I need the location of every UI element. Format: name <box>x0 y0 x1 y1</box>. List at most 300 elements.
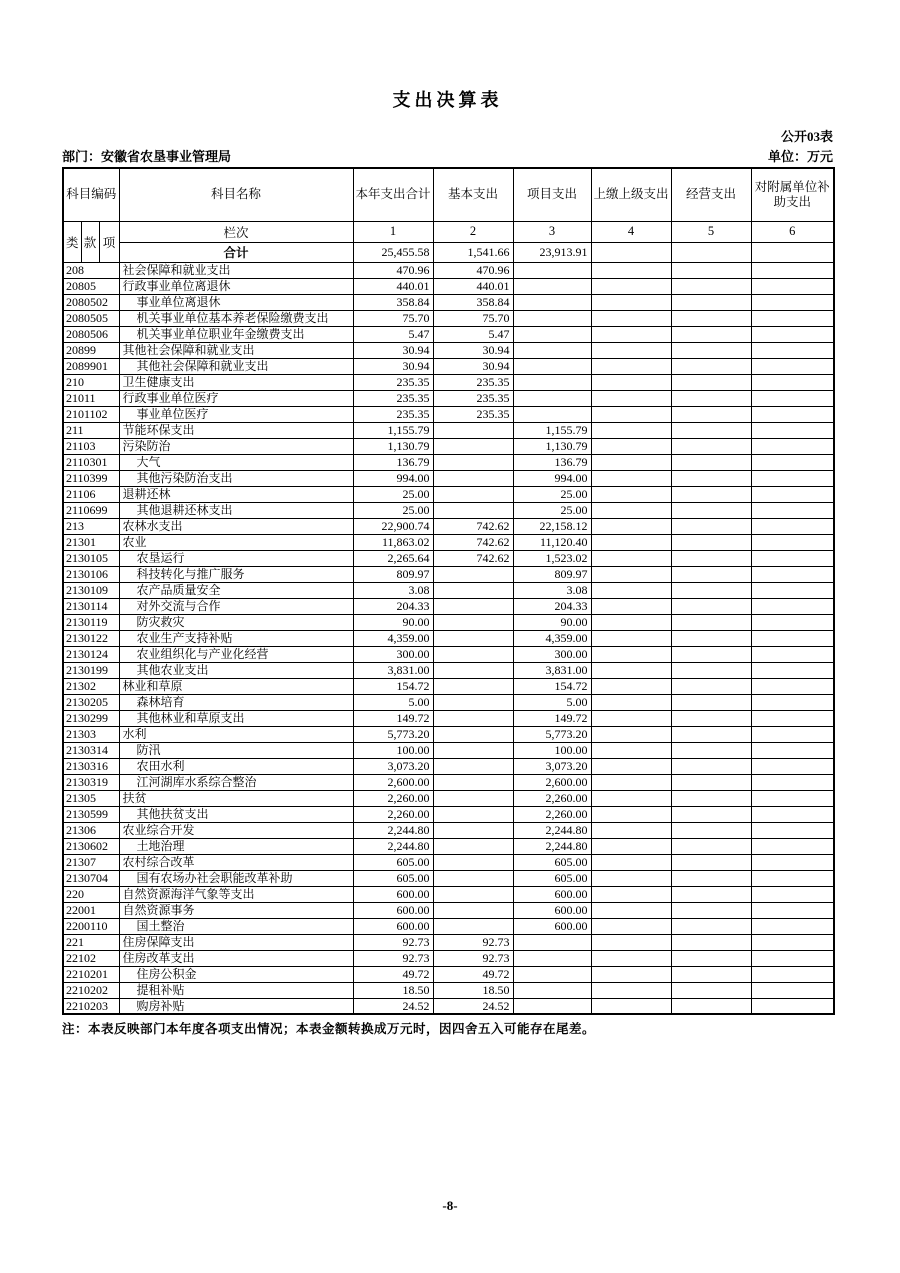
value-cell <box>671 726 751 742</box>
subject-name-cell: 退耕还林 <box>119 486 353 502</box>
value-cell <box>591 998 671 1014</box>
value-cell <box>671 598 751 614</box>
value-cell <box>433 838 513 854</box>
value-cell <box>671 534 751 550</box>
meta-line <box>62 146 833 165</box>
subject-code-cell: 2110301 <box>63 454 119 470</box>
value-cell <box>671 262 751 278</box>
value-cell <box>671 646 751 662</box>
subject-code-cell: 2130704 <box>63 870 119 886</box>
value-cell <box>591 294 671 310</box>
table-row <box>63 358 834 374</box>
subject-name-cell: 农垦运行 <box>119 550 353 566</box>
subject-code-cell: 2130199 <box>63 662 119 678</box>
value-cell <box>751 694 834 710</box>
value-cell: 470.96 <box>353 262 433 278</box>
value-cell <box>433 790 513 806</box>
value-cell <box>591 518 671 534</box>
value-cell <box>591 966 671 982</box>
value-cell <box>433 918 513 934</box>
header-row-main <box>63 168 834 221</box>
value-cell <box>751 646 834 662</box>
subject-name-cell: 对外交流与合作 <box>119 598 353 614</box>
value-cell: 90.00 <box>353 614 433 630</box>
value-cell <box>513 310 591 326</box>
column-index: 2 <box>433 221 513 242</box>
value-cell: 300.00 <box>353 646 433 662</box>
value-cell <box>671 438 751 454</box>
subject-code-cell: 2130205 <box>63 694 119 710</box>
total-value: 25,455.58 <box>353 242 433 262</box>
value-cell <box>671 854 751 870</box>
value-cell: 18.50 <box>353 982 433 998</box>
value-cell <box>751 854 834 870</box>
value-cell <box>433 742 513 758</box>
value-cell: 24.52 <box>433 998 513 1014</box>
subject-name-cell: 事业单位离退休 <box>119 294 353 310</box>
subject-name-cell: 农业综合开发 <box>119 822 353 838</box>
value-cell <box>751 390 834 406</box>
table-row <box>63 422 834 438</box>
value-cell <box>751 886 834 902</box>
header-subsidy-expenditure: 对附属单位补助支出 <box>751 168 834 221</box>
value-cell <box>751 758 834 774</box>
table-row <box>63 822 834 838</box>
header-section: 款 <box>81 221 99 262</box>
value-cell <box>671 918 751 934</box>
value-cell <box>513 278 591 294</box>
header-row-column-index <box>63 221 834 242</box>
subject-name-cell: 扶贫 <box>119 790 353 806</box>
value-cell: 358.84 <box>353 294 433 310</box>
value-cell: 3,831.00 <box>353 662 433 678</box>
subject-code-cell: 211 <box>63 422 119 438</box>
value-cell <box>751 950 834 966</box>
value-cell <box>591 422 671 438</box>
page-number: -8- <box>442 1198 458 1213</box>
table-row <box>63 950 834 966</box>
subject-name-cell: 住房改革支出 <box>119 950 353 966</box>
value-cell <box>751 358 834 374</box>
department-label: 部门：安徽省农垦事业管理局 <box>62 149 232 164</box>
value-cell <box>751 982 834 998</box>
value-cell <box>751 422 834 438</box>
total-value: 1,541.66 <box>433 242 513 262</box>
value-cell <box>751 838 834 854</box>
value-cell: 136.79 <box>513 454 591 470</box>
table-row <box>63 502 834 518</box>
subject-name-cell: 其他退耕还林支出 <box>119 502 353 518</box>
subject-code-cell: 2130106 <box>63 566 119 582</box>
value-cell: 75.70 <box>353 310 433 326</box>
value-cell <box>671 342 751 358</box>
subject-name-cell: 行政事业单位医疗 <box>119 390 353 406</box>
value-cell <box>513 294 591 310</box>
value-cell <box>671 470 751 486</box>
value-cell: 92.73 <box>353 950 433 966</box>
value-cell <box>591 262 671 278</box>
value-cell: 994.00 <box>353 470 433 486</box>
value-cell <box>751 726 834 742</box>
table-row <box>63 550 834 566</box>
value-cell: 235.35 <box>353 374 433 390</box>
value-cell <box>671 662 751 678</box>
value-cell <box>751 278 834 294</box>
value-cell <box>671 614 751 630</box>
subject-name-cell: 住房保障支出 <box>119 934 353 950</box>
value-cell <box>591 854 671 870</box>
subject-name-cell: 防灾救灾 <box>119 614 353 630</box>
value-cell <box>433 886 513 902</box>
value-cell: 11,863.02 <box>353 534 433 550</box>
value-cell <box>671 886 751 902</box>
subject-name-cell: 其他社会保障和就业支出 <box>119 358 353 374</box>
value-cell: 3.08 <box>513 582 591 598</box>
value-cell: 75.70 <box>433 310 513 326</box>
value-cell <box>671 838 751 854</box>
table-row <box>63 294 834 310</box>
value-cell <box>671 582 751 598</box>
value-cell <box>671 566 751 582</box>
value-cell <box>671 870 751 886</box>
column-index: 3 <box>513 221 591 242</box>
unit-label: 单位：万元 <box>767 149 833 164</box>
value-cell: 30.94 <box>353 342 433 358</box>
table-row <box>63 278 834 294</box>
expenditure-table <box>62 167 835 1015</box>
value-cell <box>671 502 751 518</box>
table-row <box>63 326 834 342</box>
value-cell <box>513 934 591 950</box>
value-cell <box>751 774 834 790</box>
value-cell <box>591 950 671 966</box>
subject-code-cell: 2110399 <box>63 470 119 486</box>
value-cell <box>591 278 671 294</box>
header-basic-expenditure: 基本支出 <box>433 168 513 221</box>
value-cell <box>433 902 513 918</box>
value-cell <box>433 694 513 710</box>
value-cell <box>751 326 834 342</box>
column-index: 5 <box>671 221 751 242</box>
value-cell <box>591 342 671 358</box>
column-index: 4 <box>591 221 671 242</box>
value-cell: 30.94 <box>433 342 513 358</box>
table-row <box>63 646 834 662</box>
value-cell <box>591 310 671 326</box>
subject-code-cell: 208 <box>63 262 119 278</box>
subject-code-cell: 2130109 <box>63 582 119 598</box>
subject-code-cell: 2130124 <box>63 646 119 662</box>
value-cell: 994.00 <box>513 470 591 486</box>
table-row <box>63 838 834 854</box>
value-cell: 5,773.20 <box>513 726 591 742</box>
value-cell <box>433 774 513 790</box>
subject-code-cell: 210 <box>63 374 119 390</box>
value-cell <box>751 550 834 566</box>
value-cell <box>751 294 834 310</box>
total-value: 23,913.91 <box>513 242 591 262</box>
value-cell <box>591 326 671 342</box>
header-project-expenditure: 项目支出 <box>513 168 591 221</box>
total-value <box>751 242 834 262</box>
value-cell: 600.00 <box>513 918 591 934</box>
table-row <box>63 678 834 694</box>
value-cell <box>751 374 834 390</box>
table-row <box>63 534 834 550</box>
value-cell <box>751 262 834 278</box>
subject-name-cell: 其他林业和草原支出 <box>119 710 353 726</box>
subject-name-cell: 行政事业单位离退休 <box>119 278 353 294</box>
header-total-expenditure: 本年支出合计 <box>353 168 433 221</box>
value-cell: 605.00 <box>353 854 433 870</box>
value-cell: 440.01 <box>433 278 513 294</box>
value-cell <box>591 822 671 838</box>
table-row <box>63 438 834 454</box>
subject-name-cell: 机关事业单位基本养老保险缴费支出 <box>119 310 353 326</box>
total-value <box>591 242 671 262</box>
subject-name-cell: 提租补贴 <box>119 982 353 998</box>
value-cell <box>751 454 834 470</box>
value-cell <box>433 822 513 838</box>
value-cell <box>591 806 671 822</box>
value-cell: 742.62 <box>433 550 513 566</box>
value-cell: 5.00 <box>353 694 433 710</box>
subject-code-cell: 2210203 <box>63 998 119 1014</box>
value-cell <box>433 422 513 438</box>
value-cell: 2,600.00 <box>513 774 591 790</box>
subject-code-cell: 2130114 <box>63 598 119 614</box>
table-row <box>63 374 834 390</box>
table-body <box>63 262 834 1014</box>
value-cell <box>433 870 513 886</box>
value-cell: 235.35 <box>433 406 513 422</box>
value-cell <box>751 678 834 694</box>
value-cell <box>671 374 751 390</box>
value-cell <box>513 358 591 374</box>
value-cell: 100.00 <box>513 742 591 758</box>
value-cell <box>671 326 751 342</box>
value-cell: 30.94 <box>433 358 513 374</box>
value-cell: 1,523.02 <box>513 550 591 566</box>
subject-name-cell: 其他污染防治支出 <box>119 470 353 486</box>
value-cell: 600.00 <box>513 886 591 902</box>
subject-name-cell: 农业组织化与产业化经营 <box>119 646 353 662</box>
value-cell: 22,900.74 <box>353 518 433 534</box>
value-cell <box>751 998 834 1014</box>
value-cell: 2,260.00 <box>353 790 433 806</box>
value-cell: 5.00 <box>513 694 591 710</box>
value-cell <box>751 598 834 614</box>
value-cell <box>591 502 671 518</box>
value-cell <box>513 326 591 342</box>
subject-name-cell: 污染防治 <box>119 438 353 454</box>
value-cell <box>751 310 834 326</box>
subject-name-cell: 大气 <box>119 454 353 470</box>
subject-name-cell: 防汛 <box>119 742 353 758</box>
value-cell <box>433 646 513 662</box>
value-cell <box>751 406 834 422</box>
value-cell <box>671 294 751 310</box>
value-cell <box>751 790 834 806</box>
value-cell <box>671 822 751 838</box>
value-cell <box>513 966 591 982</box>
value-cell <box>591 790 671 806</box>
value-cell: 92.73 <box>353 934 433 950</box>
table-row <box>63 726 834 742</box>
value-cell: 49.72 <box>353 966 433 982</box>
subject-code-cell: 21106 <box>63 486 119 502</box>
value-cell <box>591 982 671 998</box>
table-header <box>63 168 834 262</box>
subject-name-cell: 农村综合改革 <box>119 854 353 870</box>
value-cell <box>433 470 513 486</box>
value-cell: 25.00 <box>353 502 433 518</box>
value-cell <box>751 486 834 502</box>
value-cell <box>513 406 591 422</box>
value-cell <box>751 470 834 486</box>
value-cell <box>671 966 751 982</box>
value-cell <box>591 582 671 598</box>
table-row <box>63 566 834 582</box>
value-cell <box>591 534 671 550</box>
table-row <box>63 614 834 630</box>
value-cell <box>591 742 671 758</box>
subject-code-cell: 21011 <box>63 390 119 406</box>
value-cell <box>671 630 751 646</box>
value-cell <box>591 566 671 582</box>
column-index: 6 <box>751 221 834 242</box>
value-cell <box>751 342 834 358</box>
value-cell: 1,155.79 <box>353 422 433 438</box>
value-cell <box>433 438 513 454</box>
value-cell <box>671 310 751 326</box>
value-cell <box>433 454 513 470</box>
table-row <box>63 806 834 822</box>
subject-name-cell: 水利 <box>119 726 353 742</box>
subject-code-cell: 22102 <box>63 950 119 966</box>
value-cell: 2,260.00 <box>353 806 433 822</box>
value-cell: 742.62 <box>433 534 513 550</box>
value-cell <box>591 934 671 950</box>
value-cell: 2,260.00 <box>513 806 591 822</box>
value-cell <box>751 710 834 726</box>
total-value <box>671 242 751 262</box>
value-cell: 92.73 <box>433 934 513 950</box>
subject-code-cell: 2130105 <box>63 550 119 566</box>
value-cell <box>751 742 834 758</box>
value-cell <box>591 358 671 374</box>
value-cell <box>591 406 671 422</box>
value-cell <box>591 470 671 486</box>
value-cell: 235.35 <box>433 390 513 406</box>
table-row <box>63 902 834 918</box>
value-cell <box>433 598 513 614</box>
value-cell <box>671 806 751 822</box>
table-row <box>63 934 834 950</box>
value-cell: 5.47 <box>353 326 433 342</box>
value-cell: 25.00 <box>513 502 591 518</box>
subject-code-cell: 21103 <box>63 438 119 454</box>
table-row <box>63 630 834 646</box>
header-column-index-label: 栏次 <box>119 221 353 242</box>
table-row <box>63 694 834 710</box>
value-cell <box>433 726 513 742</box>
value-cell: 5,773.20 <box>353 726 433 742</box>
value-cell <box>671 902 751 918</box>
subject-name-cell: 自然资源海洋气象等支出 <box>119 886 353 902</box>
subject-name-cell: 节能环保支出 <box>119 422 353 438</box>
subject-code-cell: 20805 <box>63 278 119 294</box>
value-cell <box>671 758 751 774</box>
subject-code-cell: 2080506 <box>63 326 119 342</box>
subject-name-cell: 其他社会保障和就业支出 <box>119 342 353 358</box>
table-row <box>63 390 834 406</box>
value-cell <box>671 422 751 438</box>
subject-code-cell: 2110699 <box>63 502 119 518</box>
table-row <box>63 774 834 790</box>
value-cell: 149.72 <box>513 710 591 726</box>
value-cell: 2,244.80 <box>513 822 591 838</box>
value-cell: 600.00 <box>353 886 433 902</box>
value-cell <box>433 566 513 582</box>
value-cell <box>591 886 671 902</box>
subject-code-cell: 2210201 <box>63 966 119 982</box>
value-cell: 1,130.79 <box>513 438 591 454</box>
table-row <box>63 518 834 534</box>
value-cell <box>513 342 591 358</box>
value-cell <box>751 902 834 918</box>
header-item: 项 <box>99 221 119 262</box>
value-cell: 25.00 <box>513 486 591 502</box>
value-cell <box>591 918 671 934</box>
subject-name-cell: 卫生健康支出 <box>119 374 353 390</box>
value-cell <box>591 726 671 742</box>
header-category: 类 <box>63 221 81 262</box>
value-cell <box>433 614 513 630</box>
value-cell <box>671 678 751 694</box>
value-cell: 22,158.12 <box>513 518 591 534</box>
value-cell <box>671 358 751 374</box>
subject-code-cell: 21303 <box>63 726 119 742</box>
value-cell: 4,359.00 <box>513 630 591 646</box>
value-cell: 2,260.00 <box>513 790 591 806</box>
value-cell <box>671 982 751 998</box>
value-cell <box>671 742 751 758</box>
value-cell <box>591 678 671 694</box>
value-cell <box>433 502 513 518</box>
page-title: 支出决算表 <box>392 90 503 110</box>
value-cell: 742.62 <box>433 518 513 534</box>
value-cell: 809.97 <box>513 566 591 582</box>
value-cell <box>591 454 671 470</box>
subject-name-cell: 林业和草原 <box>119 678 353 694</box>
header-subject-code: 科目编码 <box>63 168 119 221</box>
value-cell: 600.00 <box>353 918 433 934</box>
value-cell <box>591 390 671 406</box>
subject-code-cell: 2130319 <box>63 774 119 790</box>
table-row <box>63 966 834 982</box>
value-cell <box>433 582 513 598</box>
value-cell: 11,120.40 <box>513 534 591 550</box>
value-cell <box>751 502 834 518</box>
value-cell: 605.00 <box>513 854 591 870</box>
value-cell <box>671 454 751 470</box>
subject-name-cell: 农业 <box>119 534 353 550</box>
total-row <box>63 242 834 262</box>
value-cell: 154.72 <box>353 678 433 694</box>
table-row <box>63 918 834 934</box>
value-cell: 300.00 <box>513 646 591 662</box>
